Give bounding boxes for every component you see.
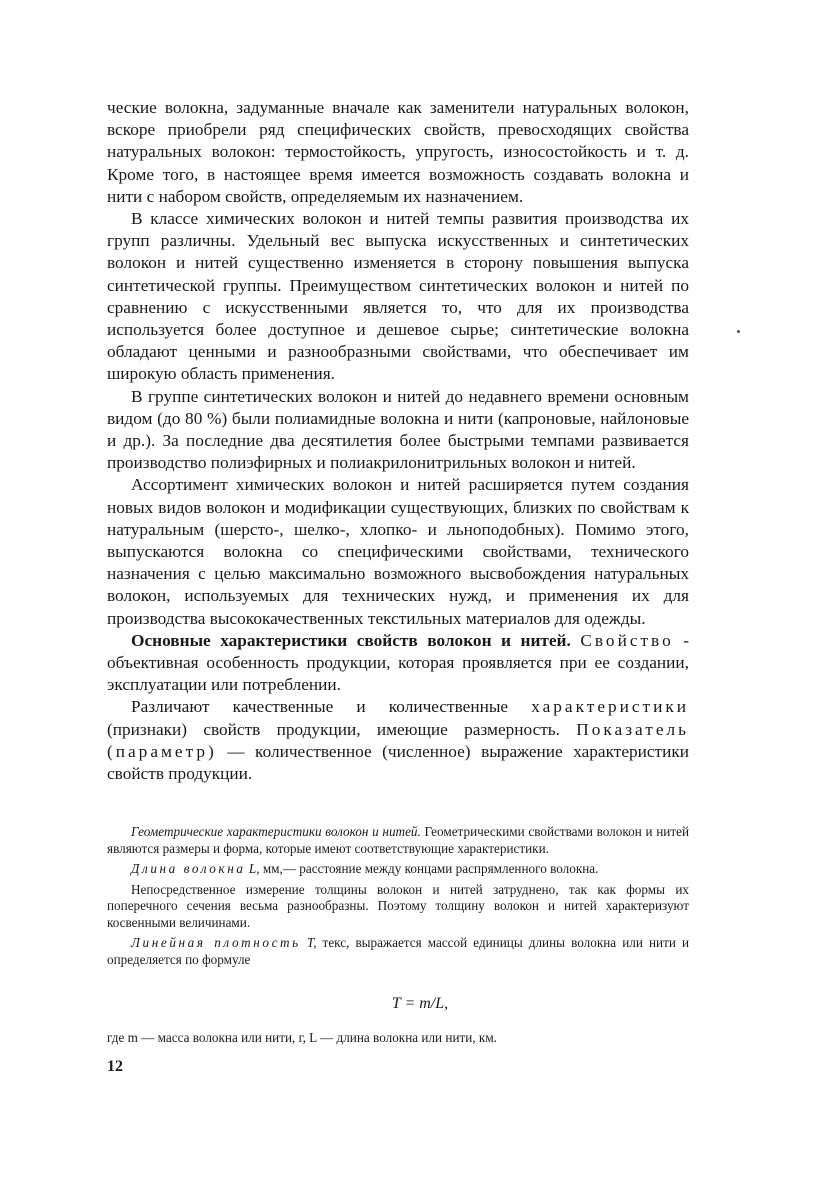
page-number: 12	[107, 1058, 123, 1075]
distinction-part-4: — количественное (численное) выражение характеристики свойств продукции.	[107, 741, 689, 784]
formula: T = m/L,	[391, 995, 449, 1012]
main-text	[107, 97, 689, 785]
geometric-text: Геометрическими свойствами волокон и нитей являются размеры и форма, которые имеют соответствующие характеристики.	[107, 824, 690, 856]
paragraph-4: Ассортимент химических волокон и нитей расширяется путем создания новых видов волокон и модификации существующих, близких по свойствам к натуральным (шерсто-, шелко-, хлопко- и льноподобных). Помимо этого, выпускаются волокна со специфическими свойствами, технического назначения с целью максимально возможного высвобождения натуральных волокон, используемых для технических нужд, и применения их для производства высококачественных текстильных материалов для одежды.	[107, 475, 689, 628]
geometric-paragraph	[107, 824, 689, 857]
definition-paragraph	[107, 630, 689, 697]
term-parameter: (параметр)	[107, 741, 217, 761]
length-text: мм,— расстояние между концами распрямленного волокна.	[259, 861, 599, 876]
term-indicator: Показатель	[576, 719, 689, 739]
paragraph-3: В группе синтетических волокон и нитей до недавнего времени основным видом (до 80 %) были полиамидные волокна и нити (капроновые, найлоновые и др.). За последние два десятилетия более быстрыми темпами развивается производство полиэфирных и полиакрилонитрильных волокон и нитей.	[107, 386, 689, 473]
length-term: Длина волокна	[131, 861, 246, 876]
distinction-paragraph	[107, 696, 689, 785]
linear-density-term: Линейная плотность	[131, 935, 301, 950]
term-property: Свойство	[580, 630, 674, 650]
section-heading: Основные характеристики свойств волокон и нитей.	[131, 630, 571, 650]
scan-speck	[737, 330, 740, 333]
linear-density-text: текс, выражается массой единицы длины волокна или нити и определяется по формуле	[107, 935, 689, 967]
paragraph-2: В классе химических волокон и нитей темпы развития производства их групп различны. Удельный вес выпуска искусственных и синтетических волокон и нитей существенно изменяется в сторону повышения выпуска синтетической группы. Преимуществом синтетических волокон и нитей по сравнению с искусственными является то, что для их производства используется более доступное и дешевое сырье; синтетические волокна обладают ценными и разнообразными свойствами, что обеспечивает им широкую область применения.	[107, 209, 689, 384]
linear-density-paragraph: Линейная плотность T, текс, выражается массой единицы длины волокна или нити и определяется по формуле	[107, 935, 689, 967]
formula-note: где m — масса волокна или нити, г, L — длина волокна или нити, км.	[107, 1030, 497, 1045]
thickness-paragraph: Непосредственное измерение толщины волокон и нитей затруднено, так как формы их поперечного сечения весьма разнообразны. Поэтому толщину волокон и нитей характеризуют косвенными величинами.	[107, 881, 689, 930]
paragraph-1: ческие волокна, задуманные вначале как заменители натуральных волокон, вскоре приобрели ряд специфических свойств, превосходящих свойства натуральных волокон: термостойкость, упругость, износостойкость и т. д. Кроме того, в настоящее время имеется возможность создавать волокна и нити с набором свойств, определяемым их назначением.	[107, 98, 689, 206]
distinction-part-1: Различают качественные и количественные	[131, 697, 532, 717]
geometric-title: Геометрические характеристики волокон и нитей.	[131, 824, 421, 839]
definition-text: - объективная особенность продукции, которая проявляется при ее создании, эксплуатации или потреблении.	[107, 630, 689, 695]
distinction-part-2: (признаки) свойств продукции, имеющие размерность.	[107, 719, 577, 739]
small-print-block	[107, 824, 689, 972]
length-paragraph: Длина волокна L, мм,— расстояние между концами распрямленного волокна.	[131, 861, 599, 876]
term-characteristics: характеристики	[531, 697, 689, 717]
